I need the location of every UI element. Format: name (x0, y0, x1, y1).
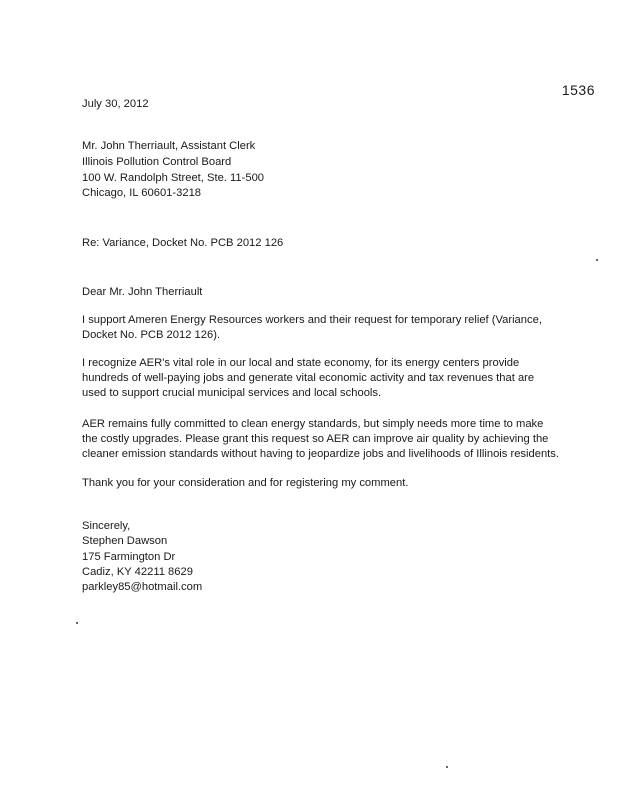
paragraph-2-line-2: hundreds of well-paying jobs and generate vital economic activity and tax revenues that are (82, 372, 535, 384)
signature-city: Cadiz, KY 42211 8629 (82, 566, 193, 578)
paragraph-3-line-2: the costly upgrades. Please grant this request so AER can improve air quality by achieving the (82, 433, 549, 445)
page-number: 1536 (561, 82, 595, 98)
salutation: Dear Mr. John Therriault (82, 286, 203, 298)
subject-line: Re: Variance, Docket No. PCB 2012 126 (82, 237, 284, 249)
paragraph-2-line-1: I recognize AER's vital role in our local and state economy, for its energy centers provide (82, 357, 520, 369)
paragraph-1-line-2: Docket No. PCB 2012 126). (82, 329, 221, 341)
paragraph-3-line-3: cleaner emission standards without having to jeopardize jobs and livelihoods of Illinois residents. (82, 448, 559, 460)
scan-speck (596, 259, 598, 261)
signature-street: 175 Farmington Dr (82, 551, 176, 563)
recipient-street: 100 W. Randolph Street, Ste. 11-500 (82, 172, 265, 184)
signature-email: parkley85@hotmail.com (82, 581, 203, 593)
scan-speck (446, 766, 448, 768)
recipient-name: Mr. John Therriault, Assistant Clerk (82, 140, 256, 152)
closing: Sincerely, (82, 520, 131, 532)
letter-date: July 30, 2012 (82, 98, 149, 110)
recipient-organization: Illinois Pollution Control Board (82, 156, 232, 168)
paragraph-4-line-1: Thank you for your consideration and for registering my comment. (82, 477, 409, 489)
paragraph-2-line-3: used to support crucial municipal services and local schools. (82, 387, 382, 399)
paragraph-1-line-1: I support Ameren Energy Resources workers and their request for temporary relief (Variance, (82, 314, 542, 326)
recipient-city: Chicago, IL 60601-3218 (82, 187, 202, 199)
signature-name: Stephen Dawson (82, 535, 168, 547)
paragraph-3-line-1: AER remains fully committed to clean energy standards, but simply needs more time to make (82, 418, 544, 430)
scan-speck (76, 622, 78, 624)
